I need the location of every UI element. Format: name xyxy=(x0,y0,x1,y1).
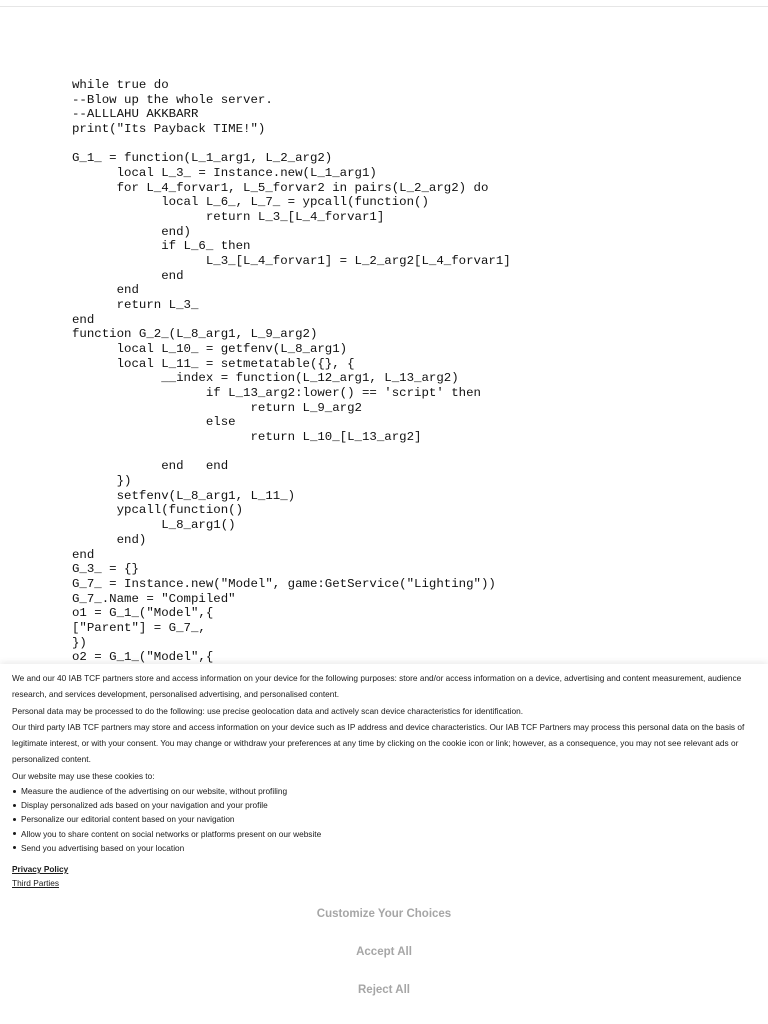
list-item: Allow you to share content on social networks or platforms present on our website xyxy=(21,827,762,841)
code-line: end xyxy=(72,312,95,327)
list-item: Personalize our editorial content based on your navigation xyxy=(21,812,762,826)
code-line: }) xyxy=(72,635,87,650)
code-line: return L_3_[L_4_forvar1] xyxy=(72,210,385,225)
code-line: --Blow up the whole server. xyxy=(72,92,273,107)
code-line: ypcall(function() xyxy=(72,503,244,518)
cookies-intro: Our website may use these cookies to: xyxy=(12,770,155,781)
code-line: }) xyxy=(72,474,132,489)
list-item: Display personalized ads based on your navigation and your profile xyxy=(21,798,762,812)
third-parties-link[interactable]: Third Parties xyxy=(12,878,60,889)
code-line: end xyxy=(72,268,184,283)
code-line: L_3_[L_4_forvar1] = L_2_arg2[L_4_forvar1] xyxy=(72,254,511,269)
code-line: G_7_.Name = "Compiled" xyxy=(72,591,236,606)
customize-choices-button[interactable]: Customize Your Choices xyxy=(0,908,768,920)
code-line: return L_9_arg2 xyxy=(72,400,362,415)
cookie-consent-banner xyxy=(0,664,768,1024)
list-item: Measure the audience of the advertising on our website, without profiling xyxy=(21,784,762,798)
code-line: function G_2_(L_8_arg1, L_9_arg2) xyxy=(72,327,318,342)
code-line: local L_10_ = getfenv(L_8_arg1) xyxy=(72,342,348,357)
list-item: Send you advertising based on your location xyxy=(21,841,762,855)
code-line: L_8_arg1() xyxy=(72,518,236,533)
code-line: return L_10_[L_13_arg2] xyxy=(72,430,422,445)
code-line: if L_13_arg2:lower() == 'script' then xyxy=(72,386,481,401)
code-line: return L_3_ xyxy=(72,298,199,313)
code-line: while true do xyxy=(72,78,169,92)
reject-all-button[interactable]: Reject All xyxy=(0,984,768,996)
code-line: __index = function(L_12_arg1, L_13_arg2) xyxy=(72,371,459,386)
privacy-policy-link[interactable]: Privacy Policy xyxy=(12,864,69,875)
consent-paragraph-purposes: We and our 40 IAB TCF partners store and access information on your device for the following purposes: store and/or access information on a device, advertising and content measurement, audience research, and services development, personalised advertising, and personalised content. xyxy=(12,673,742,700)
code-line: G_7_ = Instance.new("Model", game:GetService("Lighting")) xyxy=(72,576,496,591)
code-line: else xyxy=(72,415,236,430)
consent-paragraph-processing: Personal data may be processed to do the following: use precise geolocation data and actively scan device characteristics for identification. xyxy=(12,705,524,716)
code-line: G_3_ = {} xyxy=(72,562,139,577)
code-line: --ALLLAHU AKKBARR xyxy=(72,107,199,122)
code-line: end) xyxy=(72,532,147,547)
code-line: end xyxy=(72,547,95,562)
code-line: local L_3_ = Instance.new(L_1_arg1) xyxy=(72,166,377,181)
code-line: for L_4_forvar1, L_5_forvar2 in pairs(L_2_arg2) do xyxy=(72,180,489,195)
cookie-uses-list xyxy=(12,784,762,855)
code-block xyxy=(72,78,511,664)
code-line: ["Parent"] = G_7_, xyxy=(72,620,206,635)
code-line: if L_6_ then xyxy=(72,239,251,254)
code-line: end) xyxy=(72,224,191,239)
code-line: local L_11_ = setmetatable({}, { xyxy=(72,356,355,371)
code-line: o1 = G_1_("Model",{ xyxy=(72,606,214,621)
code-line: setfenv(L_8_arg1, L_11_) xyxy=(72,488,296,503)
code-line: G_1_ = function(L_1_arg1, L_2_arg2) xyxy=(72,151,333,166)
consent-paragraph-partners: Our third party IAB TCF partners may store and access information on your device such as IP address and device characteristics. Our IAB TCF Partners may process this personal data on the basis of legitimate interest, or with your consent. You may change or withdraw your preferences at any time by clicking on the cookie icon or link; however, as a consequence, you may not see relevant ads or personalized content. xyxy=(12,721,745,765)
consent-text xyxy=(12,670,762,891)
code-line: print("Its Payback TIME!") xyxy=(72,122,266,137)
code-line: end end xyxy=(72,459,229,474)
accept-all-button[interactable]: Accept All xyxy=(0,946,768,958)
code-line: o2 = G_1_("Model",{ xyxy=(72,650,214,664)
code-line: local L_6_, L_7_ = ypcall(function() xyxy=(72,195,429,210)
code-line: end xyxy=(72,283,139,298)
